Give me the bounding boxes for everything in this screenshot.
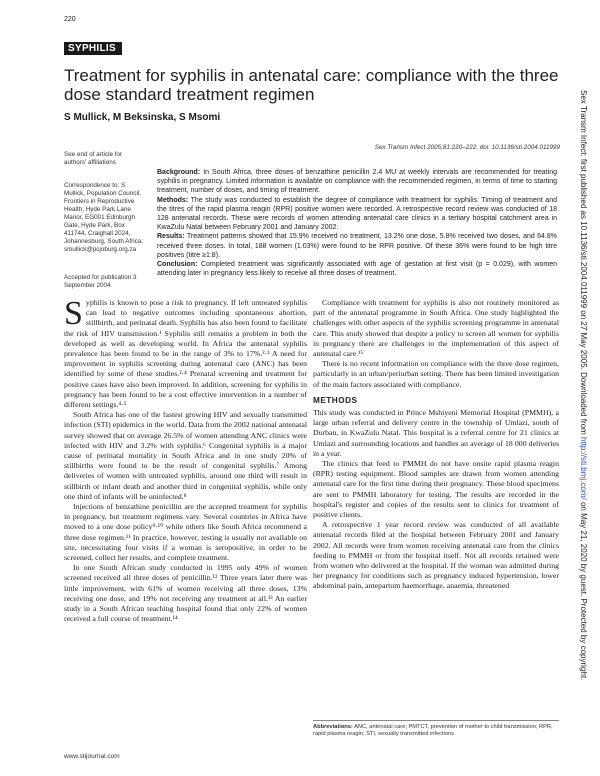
abbreviations-label: Abbreviations: xyxy=(313,724,353,730)
methods-text: The study was conducted to establish the degree of compliance with treatment for syphilis. Timing of treatment and the titres of the rapid plasma reagin (RPR) positive women were recorded. A retrospective record review was conducted of 18 128 antenatal records. These were records of women attending antenatal care clinics in a tertiary hospital catchment area in KwaZulu Natal between February 2001 and January 2002. xyxy=(157,196,557,232)
body-column-right xyxy=(313,298,559,592)
methods-paragraph-1: This study was conducted in Prince Mshiyeni Memorial Hospital (PMMH), a large urban referral and delivery centre in the township of Umlazi, south of Durban, in KwaZulu Natal. This hospital is a referral centre for 21 clinics at Umlazi and surrounding locations and handles an average of 18 000 deliveries in a year. xyxy=(313,408,559,458)
abstract-results xyxy=(157,232,557,260)
intro-paragraph-2: South Africa has one of the fastest growing HIV and sexually transmitted infection (STI) epidemics in the world. Data from the 2002 national antenatal survey showed that on average 26.5% of women attending ANC clinics were infected with HIV and 3.2% with syphilis.⁶ Congenital syphilis is a major cause of perinatal mortality in South Africa and in one study 20% of stillbirths were found to be the result of congenital syphilis.⁷ Among deliveries of women with untreated syphilis, around one third will result in stillbirth or infant death and another third in congenital syphilis, while only one third of infants will be uninfected.⁸ xyxy=(64,410,307,501)
methods-label: Methods: xyxy=(157,196,189,204)
body-column-left xyxy=(64,295,307,625)
conclusion-label: Conclusion: xyxy=(157,261,198,269)
background-label: Background: xyxy=(157,169,201,176)
margin-note-text-before: Sex Transm Infect: first published as 10.1136/sti.2004.011999 on 27 May 2005. Downloaded from xyxy=(579,90,588,438)
abbreviations-note xyxy=(313,720,559,738)
methods-paragraph-3: A retrospective 1 year record review was conducted of all available antenatal records filed at the hospital between February 2001 and January 2002. All records were from women receiving antenatal care from the clinics feeding to PMMH or from the hospital itself. Not all records retained were from women who delivered at the hospital. If the woman was admitted during her pregnancy for conditions such as pregnancy induced hypertension, lower abdominal pain, antepartum haemorrhage, anaemia, threatened xyxy=(313,520,559,591)
intro-paragraph-5: Compliance with treatment for syphilis is also not routinely monitored as part of the antenatal programme in South Africa. One study highlighted the challenges with other aspects of the syphilis screening programme in antenatal care. This study showed that despite a policy to screen all women for syphilis in pregnancy there are challenges to the implementation of this aspect of antenatal care.¹⁵ xyxy=(313,298,559,359)
journal-link[interactable]: http://sti.bmj.com/ xyxy=(579,437,588,500)
methods-heading: METHODS xyxy=(313,395,358,405)
methods-paragraph-2: The clinics that feed to PMMH do not have onsite rapid plasma reagin (RPR) testing equipment. Blood samples are drawn from women attending antenatal care for the first time during their pregnancy. These blood specimens are sent to PMMH laboratory for testing. The results are recorded in the hospital's register and copies of the results sent to clinics for treatment of positive clients. xyxy=(313,459,559,520)
drop-cap: S xyxy=(64,295,83,332)
abstract-conclusion xyxy=(157,260,557,278)
intro-paragraph-3: Injections of benzathine penicillin are the accepted treatment for syphilis in pregnancy, but treatment regimens vary. Several countries in Africa have moved to a one dose policy⁹·¹⁰ while others like South Africa recommend a three dose regimen.¹¹ In practice, however, testing is usually not available on site, necessitating four visits if a woman is seropositive, in order to be screened, collect her results, and complete treatment. xyxy=(64,502,307,563)
journal-url-footer: www.stijournal.com xyxy=(64,753,120,760)
intro-paragraph-1 xyxy=(64,295,307,410)
article-title: Treatment for syphilis in antenatal care: compliance with the three dose standard treatment regimen xyxy=(64,66,559,104)
background-text: In South Africa, three doses of benzathine penicillin 2.4 MU at weekly intervals are recommended for treating syphilis in pregnancy. Limited information is available on compliance with the recommended regimen, in terms of time to starting treatment, number of doses, and timing of treatment. xyxy=(157,169,557,195)
author-list: S Mullick, M Beksinska, S Msomi xyxy=(64,112,221,123)
section-tag: SYPHILIS xyxy=(64,42,122,55)
abbreviations-text: ANC, antenatal care; PMTCT, prevention of mother to child transmission; RPR, rapid plasma reagin; STI, sexually transmitted infections xyxy=(313,724,553,737)
see-end-note: See end of article for authors' affiliations xyxy=(64,151,123,166)
abstract-methods xyxy=(157,196,557,233)
intro-paragraph-4: In one South African study conducted in 1995 only 49% of women screened received all three doses of penicillin.¹² Three years later there was little improvement, with 61% of women receiving all three doses, 13% receiving one dose, and 19% not receiving any treatment at all.¹³ An earlier study in a South African teaching hospital found that only 22% of women received a full course of treatment.¹⁴ xyxy=(64,563,307,624)
intro-paragraph-1-text: yphilis is known to pose a risk to pregnancy. If left untreated syphilis can lead to negative outcomes including spontaneous abortion, stillbirth, and perinatal death. Syphilis has also been found to facilitate the risk of HIV transmission.¹ Syphilis still remains a problem in both the developed as well as developing world. In Africa the antenatal syphilis prevalence has been found to be in the range of 3% to 17%.²·³ A need for improvement in syphilis screening during antenatal care (ANC) has been identified by some of these studies.²·⁴ Prenatal screening and treatment for positive cases have also been improved. In addition, screening for syphilis in pregnancy has been found to be a cost effective intervention in a number of different settings.⁴·⁵ xyxy=(64,298,307,410)
download-margin-note xyxy=(579,90,588,750)
citation-line: Sex Transm Infect 2005;81:220–222. doi: 10.1136/sti.2004.011999 xyxy=(374,144,560,151)
correspondence-block: Correspondence to: S Mullick, Population Council, Frontiers in Reproductive Health, Hyde Park Lane Manor, EG001 Edinburgh Gate, Hyde Park, Box 411744, Craighall 2024, Johannesburg, South Africa; smullick@pcjoburg.org.za xyxy=(64,182,144,253)
margin-note-text-after: on May 21, 2020 by guest. Protected by copyright. xyxy=(579,499,588,681)
results-label: Results: xyxy=(157,233,185,241)
accepted-date: Accepted for publication 3 September 2004 xyxy=(64,274,137,289)
abstract-background xyxy=(157,168,557,196)
results-text: Treatment patterns showed that 15.9% received no treatment, 13.2% one dose, 5.8% received two doses, and 64.8% received three doses. In total, 188 women (1.03%) were found to be RPR positive. Of these 36% were found to be high titre positives (titre ≥1:8). xyxy=(157,233,557,259)
page-number: 220 xyxy=(64,16,76,23)
intro-paragraph-6: There is no recent information on compliance with the three dose regimen, particularly in an urban/periurban setting. There has been limited investigation of the main factors associated with compliance. xyxy=(313,359,559,389)
conclusion-text: Completed treatment was significantly associated with age of gestation at first visit (p = 0.029), with women attending later in pregnancy less likely to receive all three doses of treatment. xyxy=(157,261,557,278)
abstract xyxy=(157,168,557,278)
